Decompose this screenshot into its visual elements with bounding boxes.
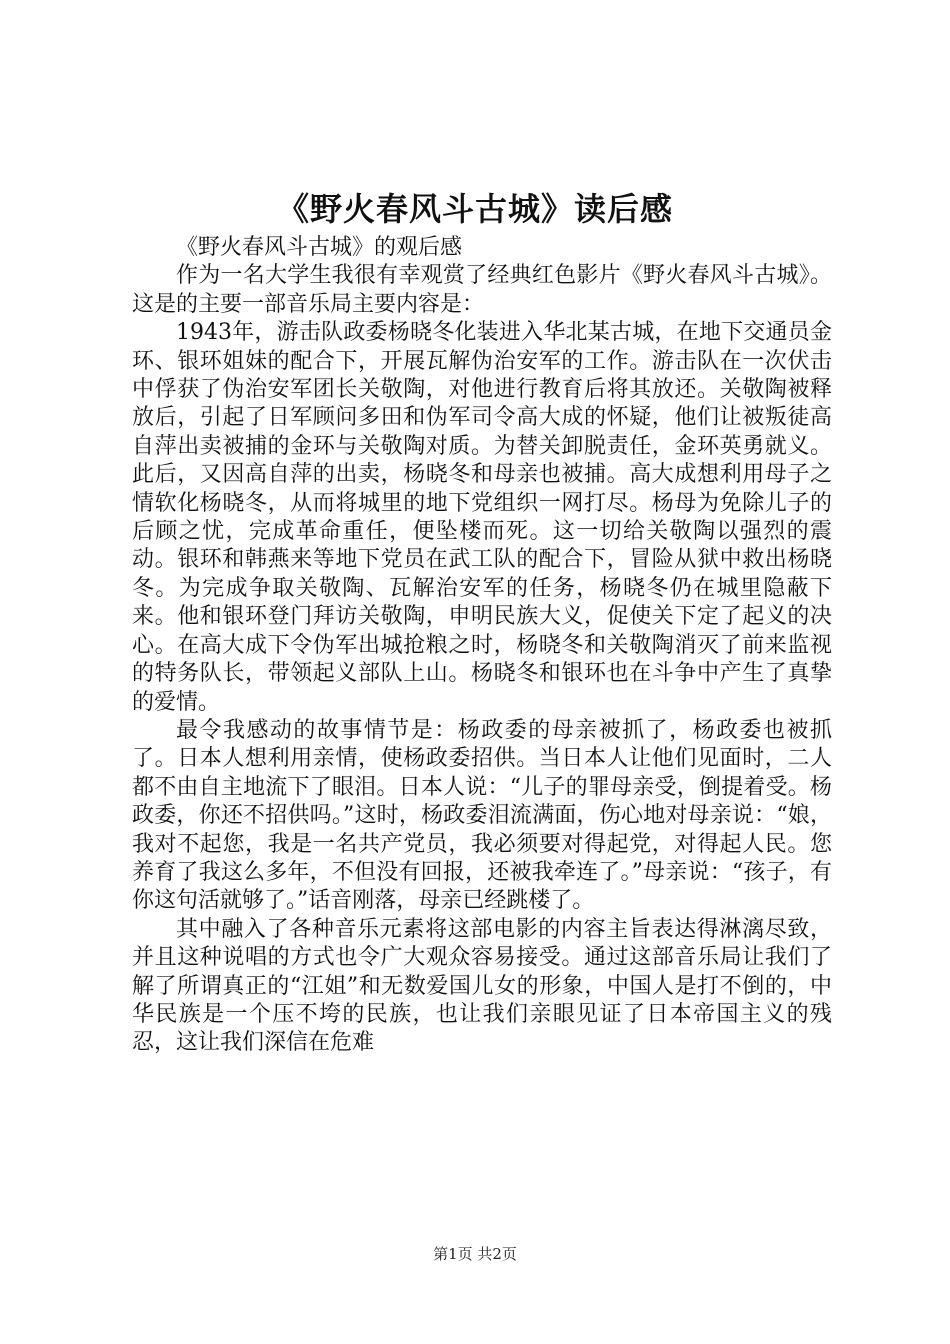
document-title: 《野火春风斗古城》读后感 (276, 190, 673, 228)
paragraph-subtitle: 《野火春风斗古城》的观后感 (176, 235, 463, 260)
document-body (132, 234, 832, 1058)
page-number-footer: 第1页 共2页 (433, 1245, 517, 1263)
paragraph-moving-scene: 最令我感动的故事情节是：杨政委的母亲被抓了，杨政委也被抓了。日本人想利用亲情，使杨政委招供。当日本人让他们见面时，二人都不由自主地流下了眼泪。日本人说：“儿子的罪母亲受，倒提着受。杨政委，你还不招供吗。”这时，杨政委泪流满面，伤心地对母亲说：“娘，我对不起您，我是一名共产党员，我必须要对得起党，对得起人民。您养育了我这么多年，不但没有回报，还被我牵连了。”母亲说：“孩子，有你这句活就够了。”话音刚落，母亲已经跳楼了。 (132, 717, 832, 914)
paragraph-intro: 作为一名大学生我很有幸观赏了经典红色影片《野火春风斗古城》。这是的主要一部音乐局主要内容是： (132, 263, 832, 317)
paragraph-reflection: 其中融入了各种音乐元素将这部电影的内容主旨表达得淋漓尽致，并且这种说唱的方式也令广大观众容易接受。通过这部音乐局让我们了解了所谓真正的“江姐”和无数爱国儿女的形象，中国人是打不倒的，中华民族是一个压不垮的民族，也让我们亲眼见证了日本帝国主义的残忍，这让我们深信在危难 (132, 916, 832, 1056)
paragraph-plot-summary: 1943年，游击队政委杨晓冬化装进入华北某古城，在地下交通员金环、银环姐妹的配合下，开展瓦解伪治安军的工作。游击队在一次伏击中俘获了伪治安军团长关敬陶，对他进行教育后将其放还。关敬陶被释放后，引起了日军顾问多田和伪军司令高大成的怀疑，他们让被叛徒高自萍出卖被捕的金环与关敬陶对质。为替关卸脱责任，金环英勇就义。此后，又因高自萍的出卖，杨晓冬和母亲也被捕。高大成想利用母子之情软化杨晓冬，从而将城里的地下党组织一网打尽。杨母为免除儿子的后顾之忧，完成革命重任，便坠楼而死。这一切给关敬陶以强烈的震动。银环和韩燕来等地下党员在武工队的配合下，冒险从狱中救出杨晓冬。为完成争取关敬陶、瓦解治安军的任务，杨晓冬仍在城里隐蔽下来。他和银环登门拜访关敬陶，申明民族大义，促使关下定了起义的决心。在高大成下令伪军出城抢粮之时，杨晓冬和关敬陶消灭了前来监视的特务队长，带领起义部队上山。杨晓冬和银环也在斗争中产生了真挚的爱情。 (132, 320, 832, 715)
